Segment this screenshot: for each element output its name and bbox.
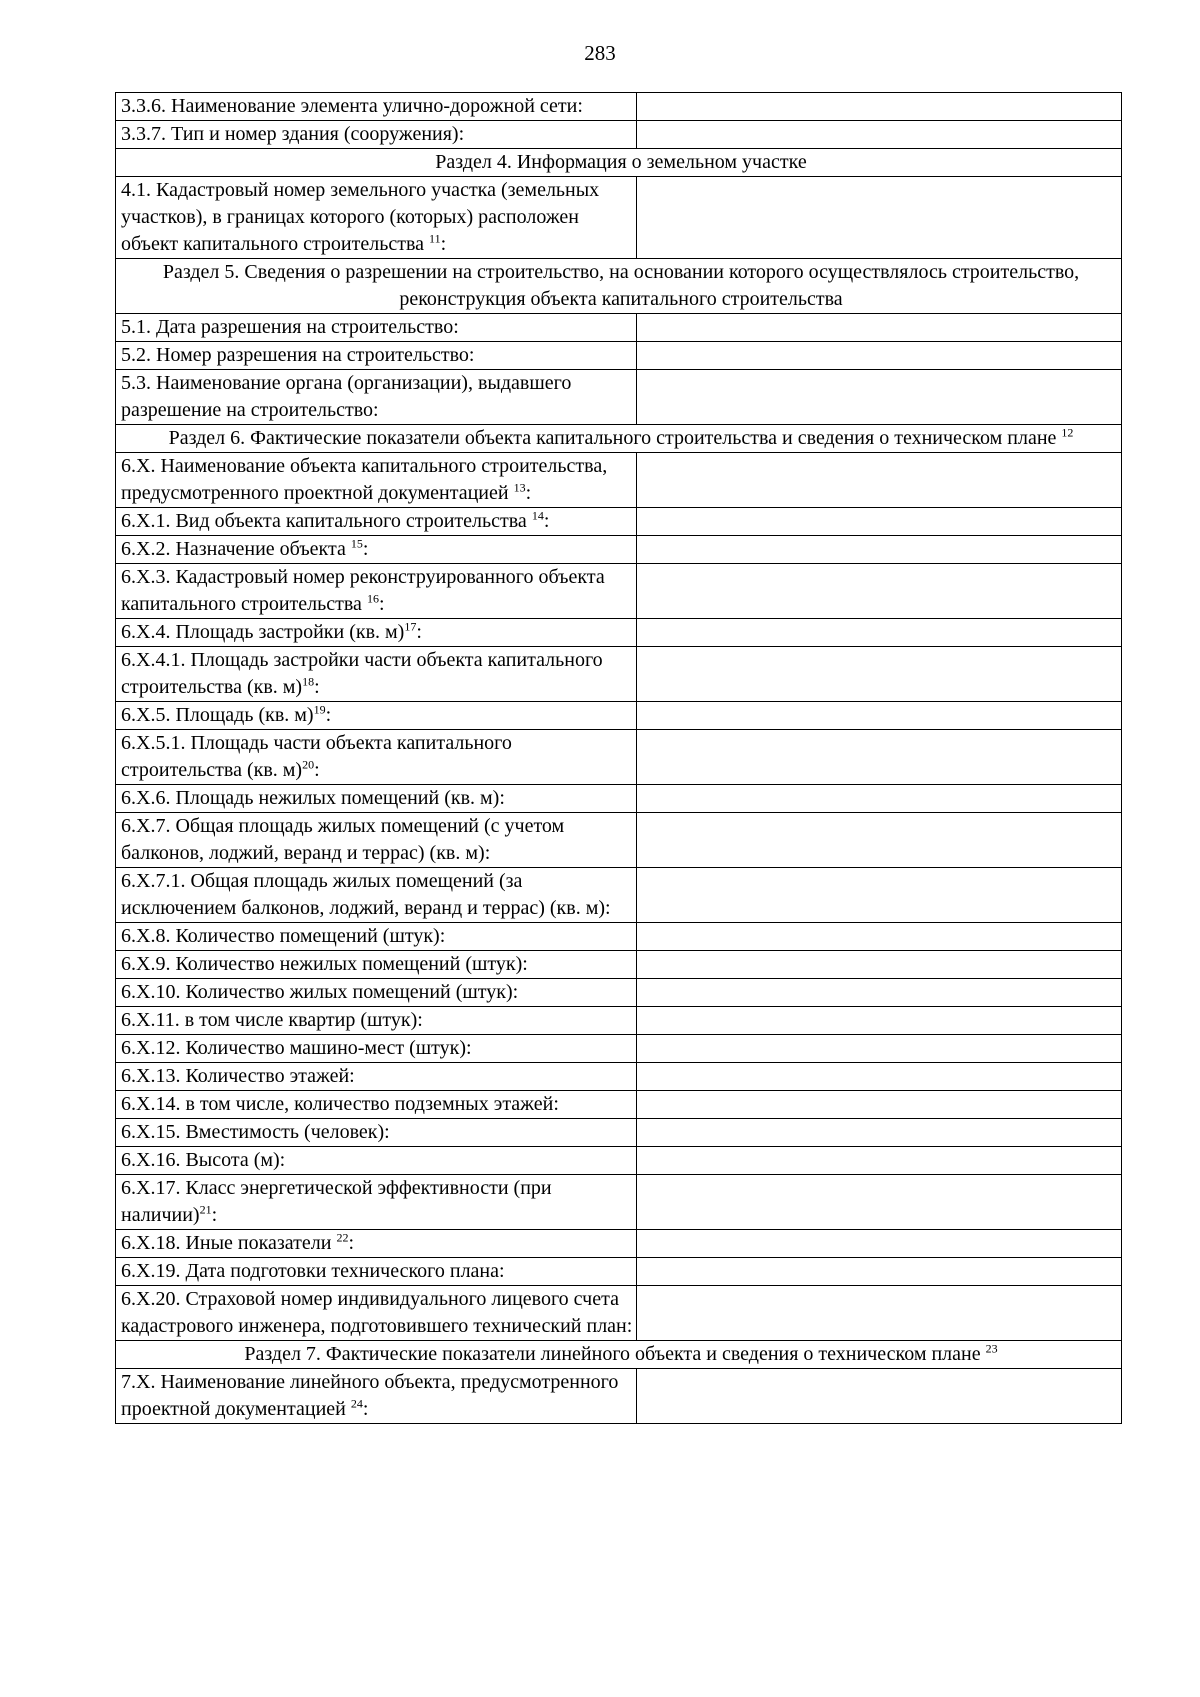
- field-value-cell[interactable]: [637, 1286, 1122, 1341]
- field-value-cell[interactable]: [637, 923, 1122, 951]
- field-label: [116, 93, 637, 121]
- form-row: [116, 1119, 1122, 1147]
- field-label: [116, 1063, 637, 1091]
- field-label: [116, 453, 637, 508]
- section-header-row: [116, 1341, 1122, 1369]
- field-value-cell[interactable]: [637, 1007, 1122, 1035]
- form-row: [116, 1369, 1122, 1424]
- label-text: 6.X.12. Количество машино-мест (штук):: [121, 1037, 472, 1059]
- field-label: [116, 1007, 637, 1035]
- field-label: [116, 923, 637, 951]
- field-label: [116, 1369, 637, 1424]
- field-value-cell[interactable]: [637, 1258, 1122, 1286]
- field-value-cell[interactable]: [637, 785, 1122, 813]
- field-value-cell[interactable]: [637, 1230, 1122, 1258]
- label-text: 6.X.5.1. Площадь части объекта капитального строительства (кв. м): [121, 732, 512, 781]
- label-text: 6.X.4. Площадь застройки (кв. м): [121, 621, 405, 643]
- label-colon: :: [525, 482, 532, 504]
- field-value-cell[interactable]: [637, 1147, 1122, 1175]
- footnote-ref: 14: [531, 508, 544, 523]
- form-row: [116, 868, 1122, 923]
- label-text: 5.1. Дата разрешения на строительство:: [121, 316, 459, 338]
- label-text: Раздел 7. Фактические показатели линейного объекта и сведения о техническом плане: [244, 1343, 986, 1365]
- label-text: 7.X. Наименование линейного объекта, предусмотренного проектной документацией: [121, 1371, 619, 1420]
- label-colon: :: [314, 759, 320, 781]
- form-row: [116, 121, 1122, 149]
- form-table: [115, 92, 1122, 1424]
- field-value-cell[interactable]: [637, 1119, 1122, 1147]
- form-row: [116, 730, 1122, 785]
- label-text: 6.X.5. Площадь (кв. м): [121, 704, 314, 726]
- field-value-cell[interactable]: [637, 536, 1122, 564]
- field-value-cell[interactable]: [637, 1175, 1122, 1230]
- footnote-ref: 12: [1061, 425, 1074, 440]
- label-text: 6.X.17. Класс энергетической эффективности (при наличии): [121, 1177, 552, 1226]
- field-value-cell[interactable]: [637, 1091, 1122, 1119]
- form-row: [116, 951, 1122, 979]
- label-text: Раздел 5. Сведения о разрешении на строительство, на основании которого осуществлялось строительство, реконструкция объекта капитального строительства: [162, 261, 1080, 310]
- form-row: [116, 1286, 1122, 1341]
- label-text: 4.1. Кадастровый номер земельного участка (земельных участков), в границах которого (которых) расположен объект капитального строительства: [121, 179, 600, 255]
- field-value-cell[interactable]: [637, 730, 1122, 785]
- label-text: 6.X.16. Высота (м):: [121, 1149, 286, 1171]
- field-label: [116, 1230, 637, 1258]
- field-label: [116, 951, 637, 979]
- label-text: 5.2. Номер разрешения на строительство:: [121, 344, 475, 366]
- label-text: 6.X.7.1. Общая площадь жилых помещений (за исключением балконов, лоджий, веранд и террас) (кв. м):: [121, 870, 611, 919]
- field-value-cell[interactable]: [637, 177, 1122, 259]
- section-header-row: [116, 425, 1122, 453]
- field-value-cell[interactable]: [637, 619, 1122, 647]
- form-row: [116, 1230, 1122, 1258]
- field-label: [116, 619, 637, 647]
- form-row: [116, 177, 1122, 259]
- field-value-cell[interactable]: [637, 342, 1122, 370]
- footnote-ref: 19: [313, 702, 326, 717]
- form-row: [116, 813, 1122, 868]
- label-text: 6.X.19. Дата подготовки технического плана:: [121, 1260, 505, 1282]
- field-label: [116, 1258, 637, 1286]
- section-title: [116, 1341, 1122, 1369]
- field-value-cell[interactable]: [637, 508, 1122, 536]
- field-label: [116, 979, 637, 1007]
- form-row: [116, 1175, 1122, 1230]
- field-label: [116, 314, 637, 342]
- field-value-cell[interactable]: [637, 453, 1122, 508]
- form-row: [116, 1063, 1122, 1091]
- footnote-ref: 11: [429, 231, 441, 246]
- form-row: [116, 536, 1122, 564]
- footnote-ref: 17: [404, 619, 417, 634]
- field-label: [116, 702, 637, 730]
- label-text: 6.X.20. Страховой номер индивидуального лицевого счета кадастрового инженера, подготовившего технический план:: [121, 1288, 633, 1337]
- form-row: [116, 1258, 1122, 1286]
- form-row: [116, 93, 1122, 121]
- label-text: 6.X.10. Количество жилых помещений (штук):: [121, 981, 519, 1003]
- form-row: [116, 314, 1122, 342]
- label-colon: :: [543, 510, 550, 532]
- label-text: 6.X.8. Количество помещений (штук):: [121, 925, 446, 947]
- field-label: [116, 813, 637, 868]
- section-header-row: [116, 149, 1122, 177]
- field-label: [116, 1035, 637, 1063]
- label-text: 6.X.9. Количество нежилых помещений (штук):: [121, 953, 528, 975]
- field-value-cell[interactable]: [637, 1035, 1122, 1063]
- footnote-ref: 23: [985, 1341, 998, 1356]
- section-title: [116, 149, 1122, 177]
- field-value-cell[interactable]: [637, 1063, 1122, 1091]
- form-row: [116, 564, 1122, 619]
- label-text: 6.X.11. в том числе квартир (штук):: [121, 1009, 423, 1031]
- footnote-ref: 13: [513, 480, 526, 495]
- label-text: 6.X.4.1. Площадь застройки части объекта капитального строительства (кв. м): [121, 649, 603, 698]
- field-value-cell[interactable]: [637, 564, 1122, 619]
- label-colon: :: [362, 1398, 369, 1420]
- field-value-cell[interactable]: [637, 93, 1122, 121]
- form-row: [116, 1035, 1122, 1063]
- page-number: 283: [584, 41, 616, 65]
- field-value-cell[interactable]: [637, 813, 1122, 868]
- label-colon: :: [378, 593, 385, 615]
- form-row: [116, 785, 1122, 813]
- field-value-cell[interactable]: [637, 979, 1122, 1007]
- label-text: 3.3.7. Тип и номер здания (сооружения):: [121, 123, 465, 145]
- label-text: 6.X. Наименование объекта капитального строительства, предусмотренного проектной документацией: [121, 455, 608, 504]
- form-row: [116, 923, 1122, 951]
- footnote-ref: 22: [336, 1230, 349, 1245]
- label-text: 6.X.2. Назначение объекта: [121, 538, 351, 560]
- form-row: [116, 370, 1122, 425]
- field-value-cell[interactable]: [637, 702, 1122, 730]
- form-row: [116, 647, 1122, 702]
- field-value-cell[interactable]: [637, 951, 1122, 979]
- form-row: [116, 1091, 1122, 1119]
- section-title: [116, 425, 1122, 453]
- field-label: [116, 1175, 637, 1230]
- form-row: [116, 1007, 1122, 1035]
- label-text: 3.3.6. Наименование элемента улично-дорожной сети:: [121, 95, 583, 117]
- form-row: [116, 508, 1122, 536]
- form-row: [116, 342, 1122, 370]
- field-label: [116, 647, 637, 702]
- form-row: [116, 702, 1122, 730]
- footnote-ref: 16: [366, 591, 379, 606]
- section-header-row: [116, 259, 1122, 314]
- label-text: Раздел 4. Информация о земельном участке: [435, 151, 807, 173]
- form-row: [116, 453, 1122, 508]
- label-text: 6.X.18. Иные показатели: [121, 1232, 337, 1254]
- field-label: [116, 342, 637, 370]
- footnote-ref: 18: [302, 674, 315, 689]
- field-label: [116, 1286, 637, 1341]
- form-row: [116, 1147, 1122, 1175]
- field-value-cell[interactable]: [637, 1369, 1122, 1424]
- field-label: [116, 730, 637, 785]
- form-row: [116, 619, 1122, 647]
- footnote-ref: 24: [350, 1396, 363, 1411]
- section-title: [116, 259, 1122, 314]
- label-colon: :: [416, 621, 422, 643]
- label-colon: :: [325, 704, 332, 726]
- field-value-cell[interactable]: [637, 868, 1122, 923]
- field-label: [116, 177, 637, 259]
- footnote-ref: 21: [199, 1202, 212, 1217]
- label-colon: :: [362, 538, 369, 560]
- label-text: 6.X.1. Вид объекта капитального строительства: [121, 510, 532, 532]
- label-text: 6.X.7. Общая площадь жилых помещений (с учетом балконов, лоджий, веранд и террас) (кв. м):: [121, 815, 565, 864]
- field-value-cell[interactable]: [637, 314, 1122, 342]
- label-colon: :: [440, 233, 447, 255]
- footnote-ref: 15: [350, 536, 363, 551]
- label-colon: :: [211, 1204, 218, 1226]
- field-label: [116, 564, 637, 619]
- label-text: 6.X.6. Площадь нежилых помещений (кв. м):: [121, 787, 505, 809]
- field-value-cell[interactable]: [637, 121, 1122, 149]
- field-label: [116, 536, 637, 564]
- field-value-cell[interactable]: [637, 647, 1122, 702]
- form-row: [116, 979, 1122, 1007]
- field-label: [116, 1147, 637, 1175]
- field-label: [116, 508, 637, 536]
- label-text: 6.X.13. Количество этажей:: [121, 1065, 355, 1087]
- label-text: Раздел 6. Фактические показатели объекта капитального строительства и сведения о техническом плане: [168, 427, 1062, 449]
- label-colon: :: [348, 1232, 355, 1254]
- field-value-cell[interactable]: [637, 370, 1122, 425]
- field-label: [116, 121, 637, 149]
- field-label: [116, 868, 637, 923]
- label-colon: :: [314, 676, 320, 698]
- label-text: 6.X.15. Вместимость (человек):: [121, 1121, 390, 1143]
- label-text: 6.X.3. Кадастровый номер реконструированного объекта капитального строительства: [121, 566, 605, 615]
- field-label: [116, 1091, 637, 1119]
- label-text: 6.X.14. в том числе, количество подземных этажей:: [121, 1093, 559, 1115]
- field-label: [116, 1119, 637, 1147]
- field-label: [116, 370, 637, 425]
- footnote-ref: 20: [302, 757, 315, 772]
- field-label: [116, 785, 637, 813]
- label-text: 5.3. Наименование органа (организации), выдавшего разрешение на строительство:: [121, 372, 572, 421]
